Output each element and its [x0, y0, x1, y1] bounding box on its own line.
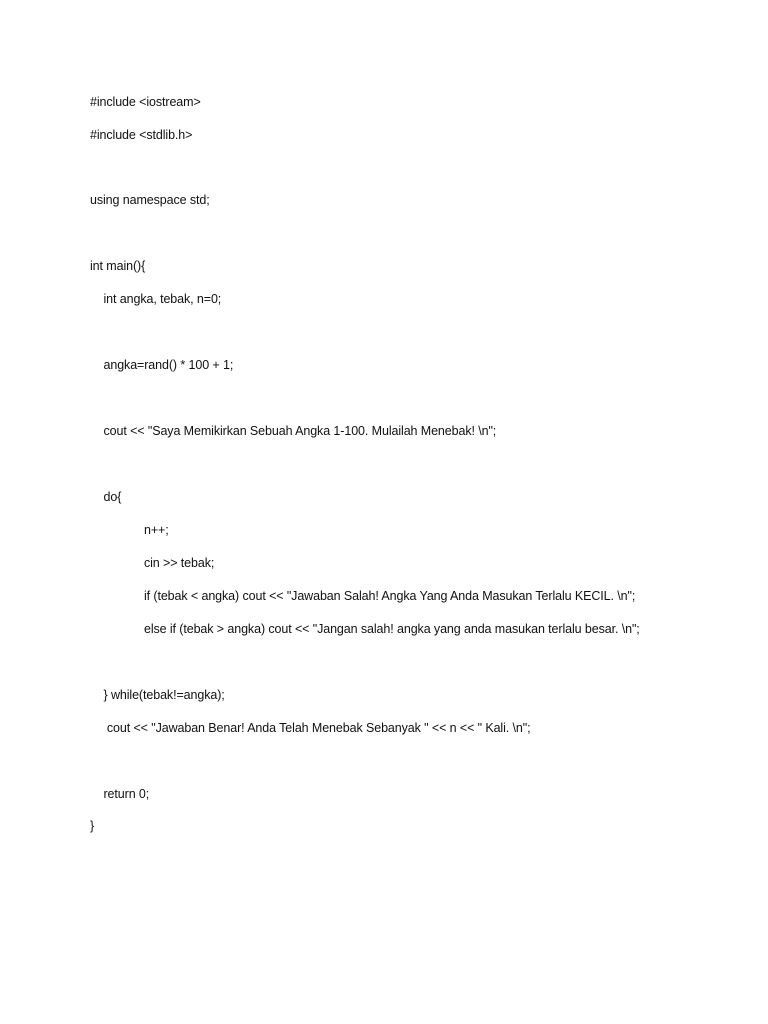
code-line-include-iostream: #include <iostream>: [90, 95, 201, 109]
code-line-if-too-small: if (tebak < angka) cout << "Jawaban Salah! Angka Yang Anda Masukan Terlalu KECIL. \n";: [90, 589, 636, 603]
code-line-while-condition: } while(tebak!=angka);: [90, 688, 225, 702]
code-line-intro-output: cout << "Saya Memikirkan Sebuah Angka 1-100. Mulailah Menebak! \n";: [90, 424, 497, 438]
code-line-else-if-too-large: else if (tebak > angka) cout << "Jangan salah! angka yang anda masukan terlalu besar. \n";: [90, 622, 640, 636]
code-line-main-signature: int main(){: [90, 259, 146, 273]
code-line-close-brace: }: [90, 819, 95, 833]
code-line-random-assignment: angka=rand() * 100 + 1;: [90, 358, 234, 372]
code-line-do-open: do{: [90, 490, 122, 504]
code-line-include-stdlib: #include <stdlib.h>: [90, 128, 193, 142]
code-line-correct-output: cout << "Jawaban Benar! Anda Telah Menebak Sebanyak " << n << " Kali. \n";: [90, 721, 531, 735]
code-line-increment: n++;: [90, 523, 169, 537]
code-line-input: cin >> tebak;: [90, 556, 215, 570]
code-line-variable-declaration: int angka, tebak, n=0;: [90, 292, 222, 306]
code-line-using-namespace: using namespace std;: [90, 193, 210, 207]
code-line-return: return 0;: [90, 787, 150, 801]
